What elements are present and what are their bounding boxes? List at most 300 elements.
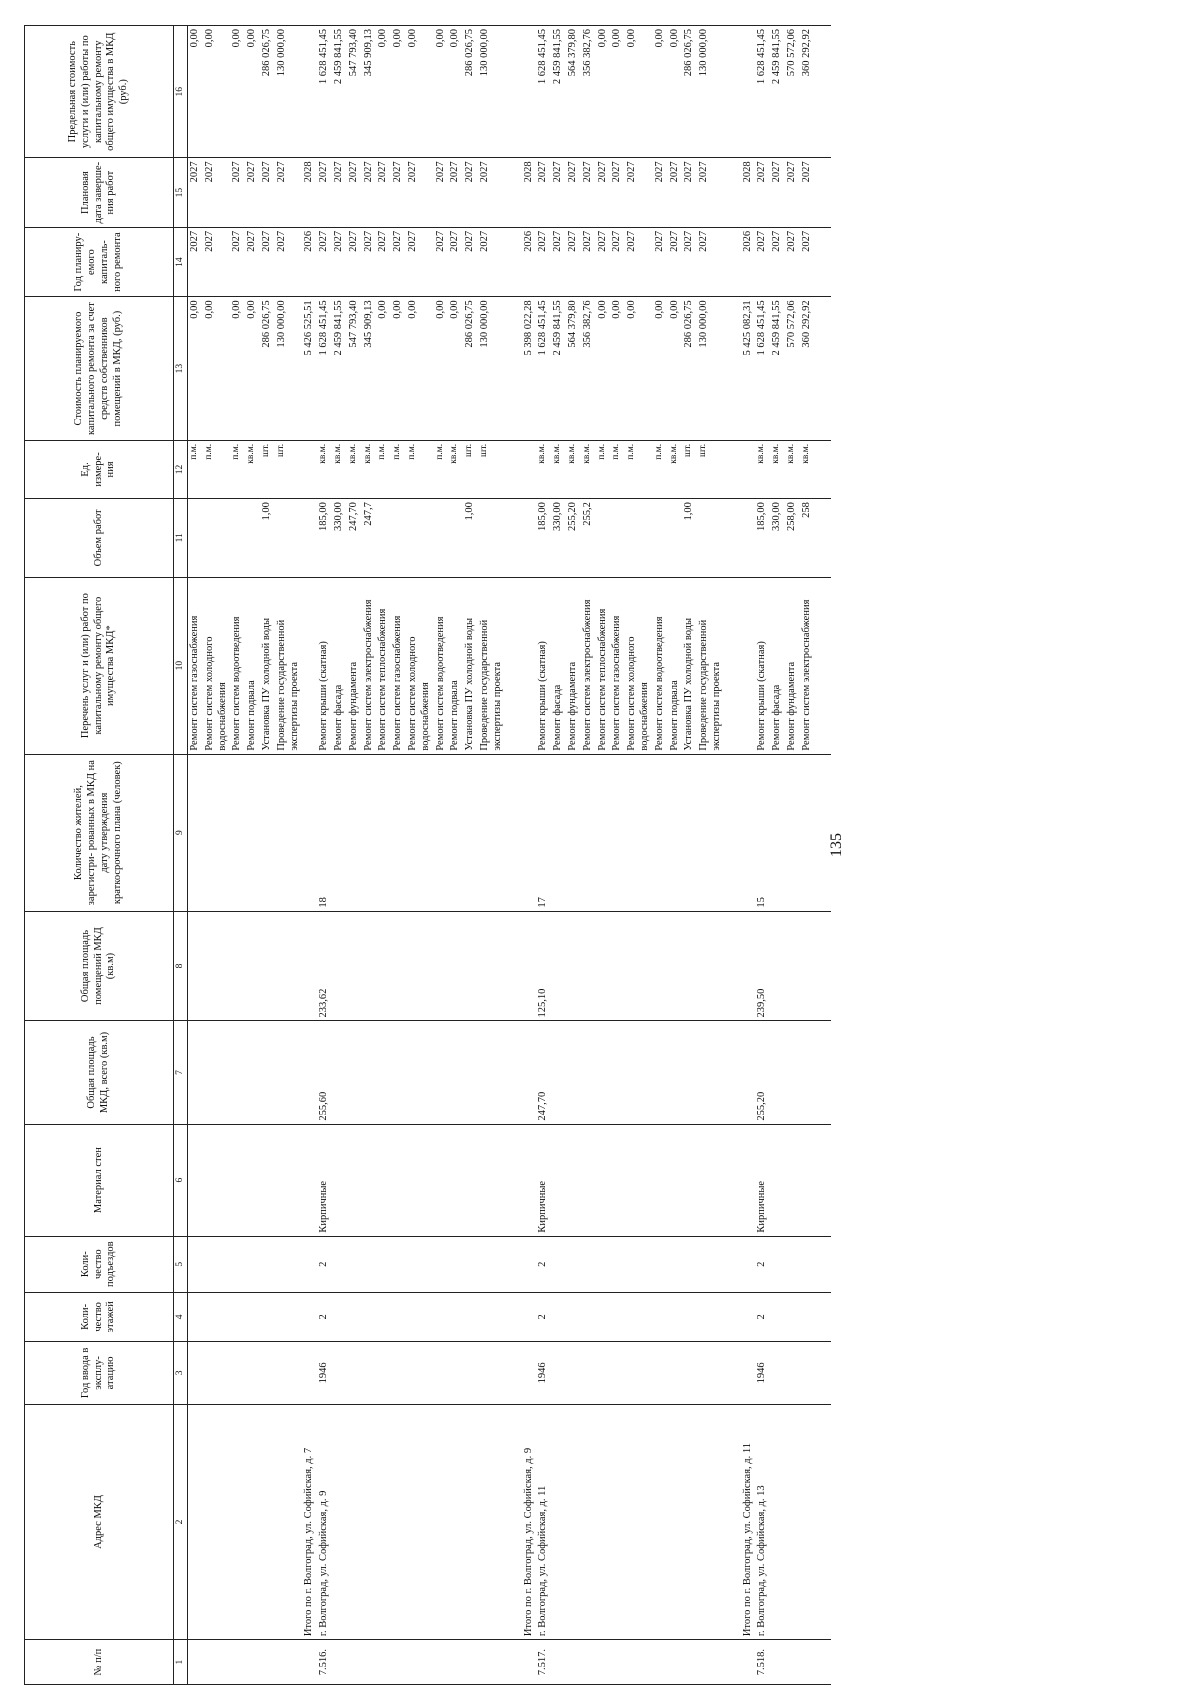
year-built: 1946 [317,1342,332,1405]
empty-cell [653,1292,668,1341]
empty-cell [566,911,581,1021]
header-col-10: Перечень услуг и (или) работ по капитальному ремонту общего имущества МКД* [25,577,174,754]
empty-cell [332,1342,347,1405]
header-col-3: Год ввода в эксплу- атацию [25,1342,174,1405]
work-end-date: 2027 [230,158,245,227]
empty-cell [203,911,231,1021]
work-year: 2027 [653,227,668,296]
work-limit-cost: 1 628 451,45 [317,26,332,158]
work-year: 2027 [391,227,406,296]
work-volume: 247,7 [362,499,377,577]
empty-cell [741,499,756,577]
empty-cell [347,1236,362,1292]
empty-cell [434,1342,449,1405]
empty-cell [260,1292,275,1341]
floors-count: 2 [317,1292,332,1341]
work-end-date: 2027 [581,158,596,227]
empty-cell [682,1342,697,1405]
empty-cell [770,1640,785,1685]
empty-cell [406,1640,434,1685]
work-year: 2027 [406,227,434,296]
empty-cell [800,1292,815,1341]
work-name: Ремонт систем электроснабжения [800,577,815,754]
empty-cell [725,1404,741,1639]
work-limit-cost: 2 459 841,55 [770,26,785,158]
empty-cell [448,911,463,1021]
empty-cell [725,26,741,158]
work-name: Ремонт систем теплоснабжения [596,577,611,754]
empty-cell [376,1342,391,1405]
work-end-date: 2027 [785,158,800,227]
work-name: Ремонт систем холодного водоснабжения [625,577,653,754]
work-cost: 2 459 841,55 [770,297,785,440]
work-volume [478,499,506,577]
empty-cell [741,26,756,158]
work-volume: 247,70 [347,499,362,577]
empty-cell [302,440,317,498]
empty-cell [463,1404,478,1639]
table-row [376,26,391,1685]
total-label: Итого по г. Волгоград, ул. Софийская, д. 11 [741,1404,756,1639]
work-volume [203,499,231,577]
work-unit: кв.м. [770,440,785,498]
col-number: 5 [174,1236,188,1292]
empty-cell [725,1124,741,1236]
empty-cell [800,911,815,1021]
empty-cell [668,1236,683,1292]
work-name: Ремонт систем водоотведения [653,577,668,754]
empty-cell [682,1404,697,1639]
work-name: Ремонт систем электроснабжения [362,577,377,754]
work-name: Ремонт систем электроснабжения [581,577,596,754]
work-end-date: 2027 [332,158,347,227]
empty-cell [391,1236,406,1292]
table-row [551,26,566,1685]
empty-cell [725,911,741,1021]
empty-cell [625,1292,653,1341]
work-limit-cost: 286 026,75 [260,26,275,158]
empty-cell [596,754,611,911]
header-col-11: Объем работ [25,499,174,577]
total-year: 2026 [302,227,317,296]
empty-cell [785,1021,800,1124]
empty-cell [406,1124,434,1236]
table-row [682,26,697,1685]
work-name: Ремонт систем холодного водоснабжения [203,577,231,754]
work-volume [188,499,203,577]
table-row [406,26,434,1685]
work-volume: 255,2 [581,499,596,577]
empty-cell [245,911,260,1021]
work-cost: 0,00 [203,297,231,440]
empty-cell [448,1124,463,1236]
empty-cell [406,1021,434,1124]
empty-cell [188,1292,203,1341]
work-name: Ремонт подвала [668,577,683,754]
empty-cell [434,1640,449,1685]
col-number: 2 [174,1404,188,1639]
empty-cell [203,1236,231,1292]
empty-cell [275,911,303,1021]
empty-cell [347,1021,362,1124]
empty-cell [682,1640,697,1685]
empty-cell [800,1640,815,1685]
empty-cell [551,1404,566,1639]
work-end-date: 2027 [596,158,611,227]
work-name: Проведение государственной экспертизы проекта [697,577,725,754]
empty-cell [653,1640,668,1685]
work-name: Ремонт фасада [770,577,785,754]
empty-cell [463,911,478,1021]
work-cost: 345 909,13 [362,297,377,440]
row-number: 7.517. [536,1640,551,1685]
col-number: 12 [174,440,188,498]
work-end-date: 2027 [755,158,770,227]
empty-cell [302,1640,317,1685]
empty-cell [463,1021,478,1124]
empty-cell [347,911,362,1021]
empty-cell [275,1292,303,1341]
building-address: г. Волгоград, ул. Софийская, д. 11 [536,1404,551,1639]
empty-cell [653,1342,668,1405]
empty-cell [275,1236,303,1292]
empty-cell [362,1236,377,1292]
work-year: 2027 [260,227,275,296]
empty-cell [347,1124,362,1236]
empty-cell [203,1342,231,1405]
empty-cell [551,1236,566,1292]
header-col-6: Материал стен [25,1124,174,1236]
empty-cell [815,26,831,158]
work-unit: шт. [478,440,506,498]
work-end-date: 2027 [697,158,725,227]
empty-cell [682,1021,697,1124]
empty-cell [697,1236,725,1292]
empty-cell [522,911,537,1021]
premises-area: 239,50 [755,911,770,1021]
work-limit-cost: 130 000,00 [275,26,303,158]
empty-cell [230,1640,245,1685]
empty-cell [362,754,377,911]
work-volume: 185,00 [317,499,332,577]
work-name: Ремонт фундамента [566,577,581,754]
empty-cell [275,1124,303,1236]
work-year: 2027 [697,227,725,296]
empty-cell [653,1236,668,1292]
work-unit: шт. [260,440,275,498]
table-row [317,26,332,1685]
empty-cell [581,1342,596,1405]
empty-cell [551,754,566,911]
total-label: Итого по г. Волгоград, ул. Софийская, д. 9 [522,1404,537,1639]
empty-cell [506,1404,522,1639]
table-row [448,26,463,1685]
empty-cell [302,754,317,911]
work-end-date: 2027 [625,158,653,227]
work-end-date: 2027 [463,158,478,227]
col-number: 8 [174,911,188,1021]
empty-cell [188,1404,203,1639]
work-limit-cost: 0,00 [668,26,683,158]
work-limit-cost: 2 459 841,55 [551,26,566,158]
empty-cell [725,297,741,440]
empty-cell [376,911,391,1021]
empty-cell [478,1236,506,1292]
work-end-date: 2027 [668,158,683,227]
work-volume: 1,00 [682,499,697,577]
empty-cell [260,1342,275,1405]
table-row [188,26,203,1685]
work-name: Ремонт фасада [551,577,566,754]
empty-cell [188,754,203,911]
work-volume [668,499,683,577]
empty-cell [770,1342,785,1405]
empty-cell [347,1342,362,1405]
work-year: 2027 [770,227,785,296]
empty-cell [785,911,800,1021]
empty-cell [302,1124,317,1236]
work-volume [245,499,260,577]
empty-cell [203,1124,231,1236]
total-area: 255,20 [755,1021,770,1124]
work-unit: кв.м. [668,440,683,498]
empty-cell [725,754,741,911]
work-limit-cost: 1 628 451,45 [755,26,770,158]
premises-area: 125,10 [536,911,551,1021]
work-end-date: 2027 [610,158,625,227]
empty-cell [566,1640,581,1685]
work-cost: 1 628 451,45 [317,297,332,440]
empty-cell [434,1124,449,1236]
col-number: 1 [174,1640,188,1685]
work-limit-cost: 0,00 [203,26,231,158]
work-limit-cost: 1 628 451,45 [536,26,551,158]
work-cost: 0,00 [188,297,203,440]
empty-cell [581,1292,596,1341]
empty-cell [230,1342,245,1405]
work-end-date: 2027 [188,158,203,227]
work-cost: 286 026,75 [463,297,478,440]
work-end-date: 2027 [770,158,785,227]
work-unit: п.м. [625,440,653,498]
empty-cell [478,1124,506,1236]
work-name: Ремонт систем теплоснабжения [376,577,391,754]
empty-cell [332,1021,347,1124]
work-year: 2027 [668,227,683,296]
empty-cell [668,1342,683,1405]
empty-cell [376,1124,391,1236]
empty-cell [522,754,537,911]
work-volume [376,499,391,577]
empty-cell [376,1236,391,1292]
total-row [522,26,537,1685]
table-header-row [25,26,174,1685]
empty-cell [506,1124,522,1236]
empty-cell [203,1021,231,1124]
empty-cell [741,1292,756,1341]
work-year: 2027 [376,227,391,296]
total-row [302,26,317,1685]
work-limit-cost: 130 000,00 [478,26,506,158]
empty-cell [188,911,203,1021]
empty-cell [625,1342,653,1405]
empty-cell [230,1236,245,1292]
empty-cell [391,1124,406,1236]
work-year: 2027 [785,227,800,296]
work-year: 2027 [332,227,347,296]
empty-cell [230,911,245,1021]
empty-cell [770,1292,785,1341]
empty-cell [260,911,275,1021]
table-row [203,26,231,1685]
empty-cell [506,1640,522,1685]
empty-cell [376,1640,391,1685]
empty-cell [506,158,522,227]
empty-cell [596,1404,611,1639]
work-volume: 258,00 [785,499,800,577]
work-cost: 0,00 [653,297,668,440]
empty-cell [653,1021,668,1124]
building-address: г. Волгоград, ул. Софийская, д. 13 [755,1404,770,1639]
empty-cell [188,1236,203,1292]
total-label: Итого по г. Волгоград, ул. Софийская, д. 7 [302,1404,317,1639]
work-volume [275,499,303,577]
work-end-date: 2027 [478,158,506,227]
empty-cell [815,158,831,227]
header-col-5: Коли- чество подъездов [25,1236,174,1292]
empty-cell [391,1342,406,1405]
work-limit-cost: 570 572,06 [785,26,800,158]
work-name: Ремонт подвала [245,577,260,754]
empty-cell [522,1342,537,1405]
premises-area: 233,62 [317,911,332,1021]
empty-cell [406,911,434,1021]
work-end-date: 2027 [275,158,303,227]
empty-cell [260,1124,275,1236]
work-unit: п.м. [653,440,668,498]
work-unit: п.м. [406,440,434,498]
empty-cell [522,440,537,498]
empty-cell [506,1342,522,1405]
table-body [188,26,831,1685]
empty-cell [625,1404,653,1639]
work-name: Ремонт фундамента [347,577,362,754]
empty-cell [434,1404,449,1639]
empty-cell [697,1124,725,1236]
row-number: 7.516. [317,1640,332,1685]
empty-cell [770,1124,785,1236]
total-end: 2028 [522,158,537,227]
empty-cell [275,1640,303,1685]
empty-cell [725,440,741,498]
work-name: Ремонт подвала [448,577,463,754]
work-unit: п.м. [203,440,231,498]
work-unit: п.м. [230,440,245,498]
spacer-row [815,26,831,1685]
empty-cell [697,1640,725,1685]
work-year: 2027 [245,227,260,296]
empty-cell [653,1404,668,1639]
work-limit-cost: 547 793,40 [347,26,362,158]
work-year: 2027 [275,227,303,296]
work-end-date: 2027 [376,158,391,227]
entrances-count: 2 [536,1236,551,1292]
work-unit: п.м. [596,440,611,498]
header-col-15: Плановая дата заверше- ния работ [25,158,174,227]
empty-cell [800,1236,815,1292]
empty-cell [625,1124,653,1236]
empty-cell [625,1236,653,1292]
work-limit-cost: 0,00 [434,26,449,158]
empty-cell [610,754,625,911]
empty-cell [347,1292,362,1341]
work-year: 2027 [566,227,581,296]
empty-cell [302,1021,317,1124]
empty-cell [362,911,377,1021]
table-row [755,26,770,1685]
empty-cell [463,754,478,911]
empty-cell [332,1640,347,1685]
work-cost: 0,00 [376,297,391,440]
work-name: Проведение государственной экспертизы проекта [478,577,506,754]
header-col-7: Общая площадь МКД, всего (кв.м) [25,1021,174,1124]
empty-cell [741,440,756,498]
empty-cell [610,1124,625,1236]
empty-cell [770,1404,785,1639]
work-end-date: 2027 [362,158,377,227]
empty-cell [406,1292,434,1341]
work-cost: 0,00 [625,297,653,440]
empty-cell [260,1640,275,1685]
work-unit: кв.м. [245,440,260,498]
wall-material: Кирпичные [755,1124,770,1236]
header-col-14: Год планиру- емого капиталь- ного ремонта [25,227,174,296]
empty-cell [260,1021,275,1124]
work-volume: 330,00 [770,499,785,577]
empty-cell [463,1292,478,1341]
work-cost: 286 026,75 [260,297,275,440]
work-unit: кв.м. [800,440,815,498]
empty-cell [815,227,831,296]
empty-cell [610,1342,625,1405]
work-end-date: 2027 [448,158,463,227]
empty-cell [682,1124,697,1236]
empty-cell [596,1292,611,1341]
empty-cell [506,297,522,440]
empty-cell [406,1404,434,1639]
work-year: 2027 [755,227,770,296]
table-row [653,26,668,1685]
work-limit-cost: 0,00 [653,26,668,158]
empty-cell [815,1342,831,1405]
work-volume: 185,00 [755,499,770,577]
table-row [362,26,377,1685]
empty-cell [188,1640,203,1685]
empty-cell [668,1021,683,1124]
row-number: 7.518. [755,1640,770,1685]
empty-cell [376,1404,391,1639]
empty-cell [741,1640,756,1685]
work-end-date: 2027 [317,158,332,227]
work-cost: 0,00 [245,297,260,440]
work-cost: 1 628 451,45 [755,297,770,440]
empty-cell [566,1124,581,1236]
empty-cell [682,1236,697,1292]
empty-cell [725,1292,741,1341]
table-row [434,26,449,1685]
empty-cell [815,1292,831,1341]
empty-cell [448,1404,463,1639]
